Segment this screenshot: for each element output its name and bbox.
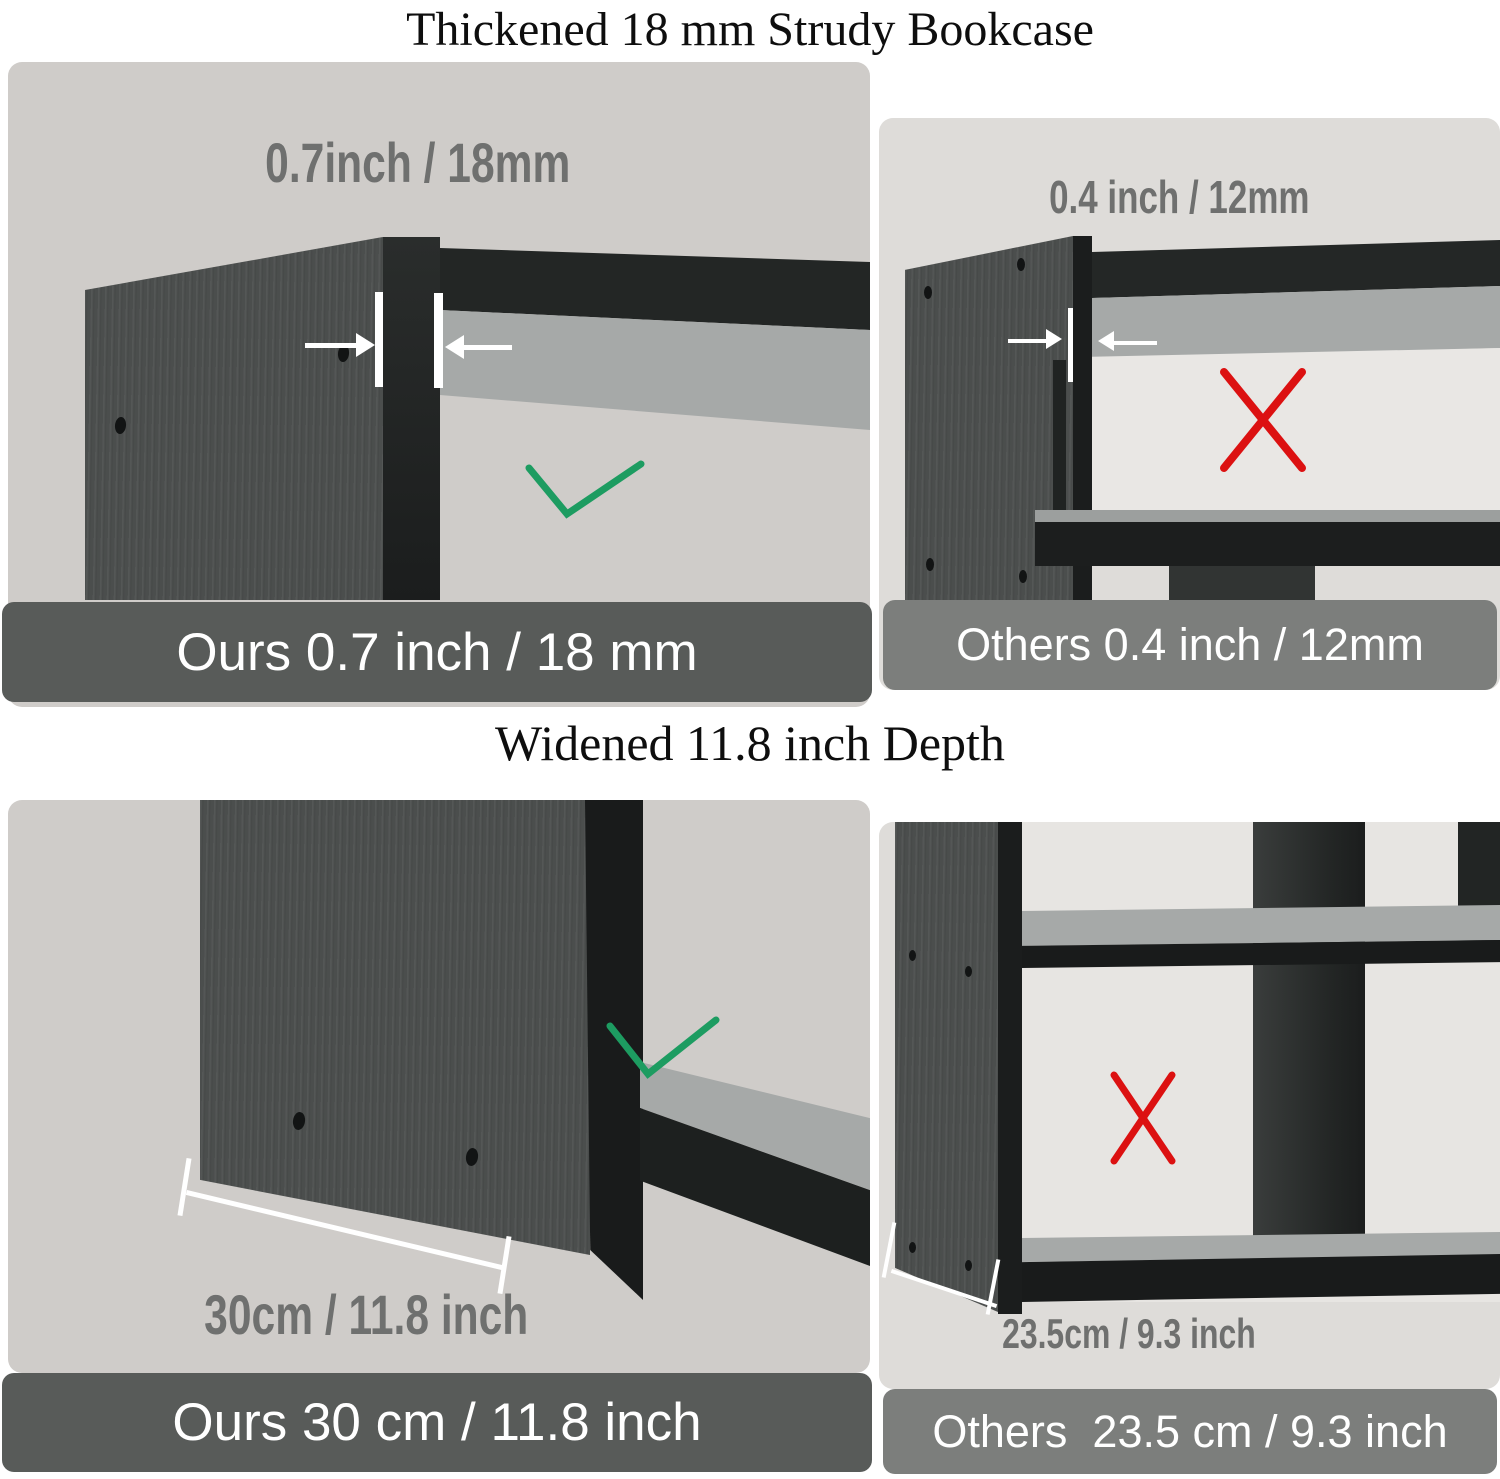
bookcase-board-edge bbox=[383, 237, 440, 600]
arrow-right-icon bbox=[356, 333, 375, 357]
bookcase-inner-edge bbox=[1053, 360, 1066, 510]
section-title-depth: Widened 11.8 inch Depth bbox=[495, 715, 1005, 771]
screw-hole bbox=[1017, 258, 1025, 271]
dimension-label: 0.4 inch / 12mm bbox=[1048, 171, 1310, 223]
dimension-label: 30cm / 11.8 inch bbox=[203, 1283, 529, 1346]
banner-depth-others: Others 23.5 cm / 9.3 inch bbox=[883, 1389, 1497, 1474]
screw-hole bbox=[926, 558, 934, 571]
dimension-label: 23.5cm / 9.3 inch bbox=[1002, 1310, 1256, 1357]
measure-tick-icon bbox=[1068, 308, 1073, 382]
arrow-left-icon bbox=[1114, 341, 1157, 345]
panel-depth-ours bbox=[8, 800, 870, 1373]
check-icon bbox=[523, 458, 647, 522]
section-title-thickness: Thickened 18 mm Strudy Bookcase bbox=[406, 3, 1094, 56]
screw-hole bbox=[909, 950, 916, 961]
bookcase-side-panel bbox=[895, 822, 998, 1312]
bookcase-bottom-beam bbox=[1022, 1254, 1500, 1302]
bookcase-divider bbox=[1253, 822, 1365, 1250]
bookcase-shelf bbox=[1022, 905, 1500, 946]
arrow-right-icon bbox=[1046, 329, 1062, 349]
screw-hole bbox=[965, 1260, 972, 1271]
cross-icon bbox=[1215, 364, 1311, 476]
banner-thickness-ours: Ours 0.7 inch / 18 mm bbox=[2, 602, 872, 702]
bookcase-side-panel bbox=[200, 800, 590, 1255]
check-icon bbox=[604, 1014, 722, 1080]
arrow-left-icon bbox=[464, 345, 512, 350]
bookcase-shelf bbox=[1092, 286, 1500, 360]
panel-depth-others bbox=[879, 822, 1500, 1389]
bookcase-shelf bbox=[440, 310, 870, 430]
screw-hole bbox=[965, 966, 972, 977]
bookcase-bottom-beam bbox=[1035, 522, 1500, 566]
cross-icon bbox=[1106, 1068, 1180, 1168]
measure-tick-icon bbox=[434, 293, 443, 388]
bookcase-board-edge bbox=[998, 822, 1022, 1314]
arrow-right-icon bbox=[305, 343, 357, 348]
screw-hole bbox=[924, 286, 932, 299]
dimension-label: 0.7inch / 18mm bbox=[265, 131, 571, 194]
arrow-left-icon bbox=[1098, 331, 1114, 351]
bookcase-cubby bbox=[1169, 566, 1315, 600]
measure-tick-icon bbox=[177, 1158, 191, 1216]
arrow-left-icon bbox=[445, 335, 464, 359]
measure-tick-icon bbox=[375, 292, 383, 387]
bookcase-side-panel bbox=[85, 237, 383, 600]
screw-hole bbox=[1019, 570, 1027, 583]
banner-thickness-others: Others 0.4 inch / 12mm bbox=[883, 600, 1497, 690]
arrow-right-icon bbox=[1008, 339, 1046, 343]
banner-depth-ours: Ours 30 cm / 11.8 inch bbox=[2, 1373, 872, 1472]
screw-hole bbox=[909, 1242, 916, 1253]
